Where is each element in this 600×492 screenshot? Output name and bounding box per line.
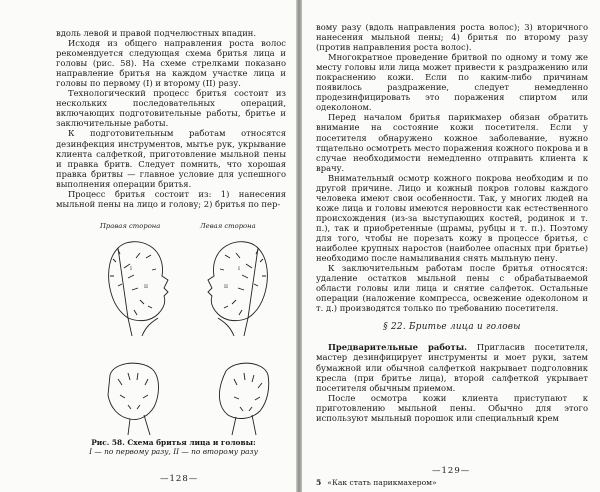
figure-mark-ii: II <box>224 284 228 290</box>
paragraph: вдоль левой и правой подчелюстных впадин. <box>56 28 257 38</box>
page-number-right: —129— <box>432 466 471 476</box>
head-back-illustration <box>88 355 288 437</box>
page-right <box>302 0 600 492</box>
footer-book-title: «Как стать парикмахером» <box>327 478 437 487</box>
page-footer <box>316 478 437 487</box>
paragraph-lead: Предварительные работы. <box>328 342 468 353</box>
paragraph: Исходя из общего направления роста волос рекомендуется следующая схема бритья лица и головы (рис. 58). На схеме стрелками показано направление бритья на каждом участке лица и головы по первому (I) и второму (II) разу. <box>56 38 286 89</box>
footer-signature-number: 5 <box>316 478 322 487</box>
paragraph: вому разу (вдоль направления роста волос); 3) вторичного нанесения мыльной пены; 4) бритья по второму разу (против направления роста волос). <box>316 22 588 53</box>
caption-legend: I — по первому разу, II — по второму разу <box>89 447 258 456</box>
label-right-side: Правая сторона <box>100 222 161 230</box>
right-text-column <box>316 22 588 423</box>
figure-mark-i: I <box>238 266 240 272</box>
paragraph: Перед началом бритья парикмахер обязан обратить внимание на состояние кожи посетителя. Если у посетителя обнаружено кожное заболевание, нужно тщательно осмотреть место поражения кожного покрова и в случае необходимости немедленно отправить клиента к врачу. <box>316 112 588 173</box>
paragraph: После осмотра кожи клиента приступают к приготовлению мыльной пены. Обычно для этого используют мыльный порошок или специальный крем <box>316 392 588 423</box>
paragraph: К подготовительным работам относятся дезинфекция инструментов, мытье рук, укрывание клиента салфеткой, приготовление мыльной пены и правка бритв. Следует помнить, что хорошая правка бритвы — главное условие для успешного выполнения операции бритья. <box>56 128 286 189</box>
page-left <box>0 0 296 492</box>
section-heading: § 22. Бритье лица и головы <box>383 322 521 333</box>
paragraph: Технологический процесс бритья состоит из нескольких последовательных операций, включающих подготовительные работы, бритье и заключительные работы. <box>56 88 286 129</box>
caption-title: Рис. 58. Схема бритья лица и головы: <box>91 438 256 447</box>
paragraph: Многократное проведение бритвой по одному и тому же месту головы или лица может привести к раздражению или покраснению кожи. Если по каким-либо причинам появилось раздражение, следует немедленно продезинфицировать это поражения спиртом или одеколоном. <box>316 52 588 113</box>
label-left-side: Левая сторона <box>200 222 256 230</box>
figure-caption <box>56 438 291 456</box>
left-text-column-top <box>56 28 286 209</box>
head-profiles-illustration <box>88 218 288 353</box>
figure-shaving-scheme-top <box>88 218 288 353</box>
paragraph: Внимательный осмотр кожного покрова необходим и по другой причине. Лицо и кожный покров головы каждого человека имеют свои особенности. Так, у многих людей на коже лица и головы имеются неровности как естественного происхождения (из-за выступающих костей, родинок и т. п.), так и приобретенные (шрамы, рубцы и т. п.). Поэтому для того, чтобы не порезать кожу в процессе бритья, с наиболее крупных наростов (наиболее опасных при бритье) необходимо после намыливания снять мыльную пену. <box>316 172 588 264</box>
paragraph: К заключительным работам после бритья относятся: удаление остатков мыльной пены с обрабатываемой области головы или лица и снятие салфеток. Остальные операции (наложение компресса, освежение одеколоном и т. д.) производятся только по требованию посетителя. <box>316 263 588 314</box>
paragraph: Процесс бритья состоит из: 1) нанесения мыльной пены на лицо и голову; 2) бритья по пер- <box>56 188 286 209</box>
figure-mark-ii: II <box>144 284 148 290</box>
figure-mark-i: I <box>130 266 132 272</box>
paragraph-rest: Пригласив посетителя, мастер дезинфицирует инструменты и моет руки, затем бумажной или обычной салфеткой накрывает подголовник кресла (при бритье лица), второй салфеткой укрывает посетителя обычным приемом. <box>316 342 588 393</box>
paragraph-preliminary <box>316 342 588 392</box>
page-number-left: —128— <box>160 474 199 484</box>
